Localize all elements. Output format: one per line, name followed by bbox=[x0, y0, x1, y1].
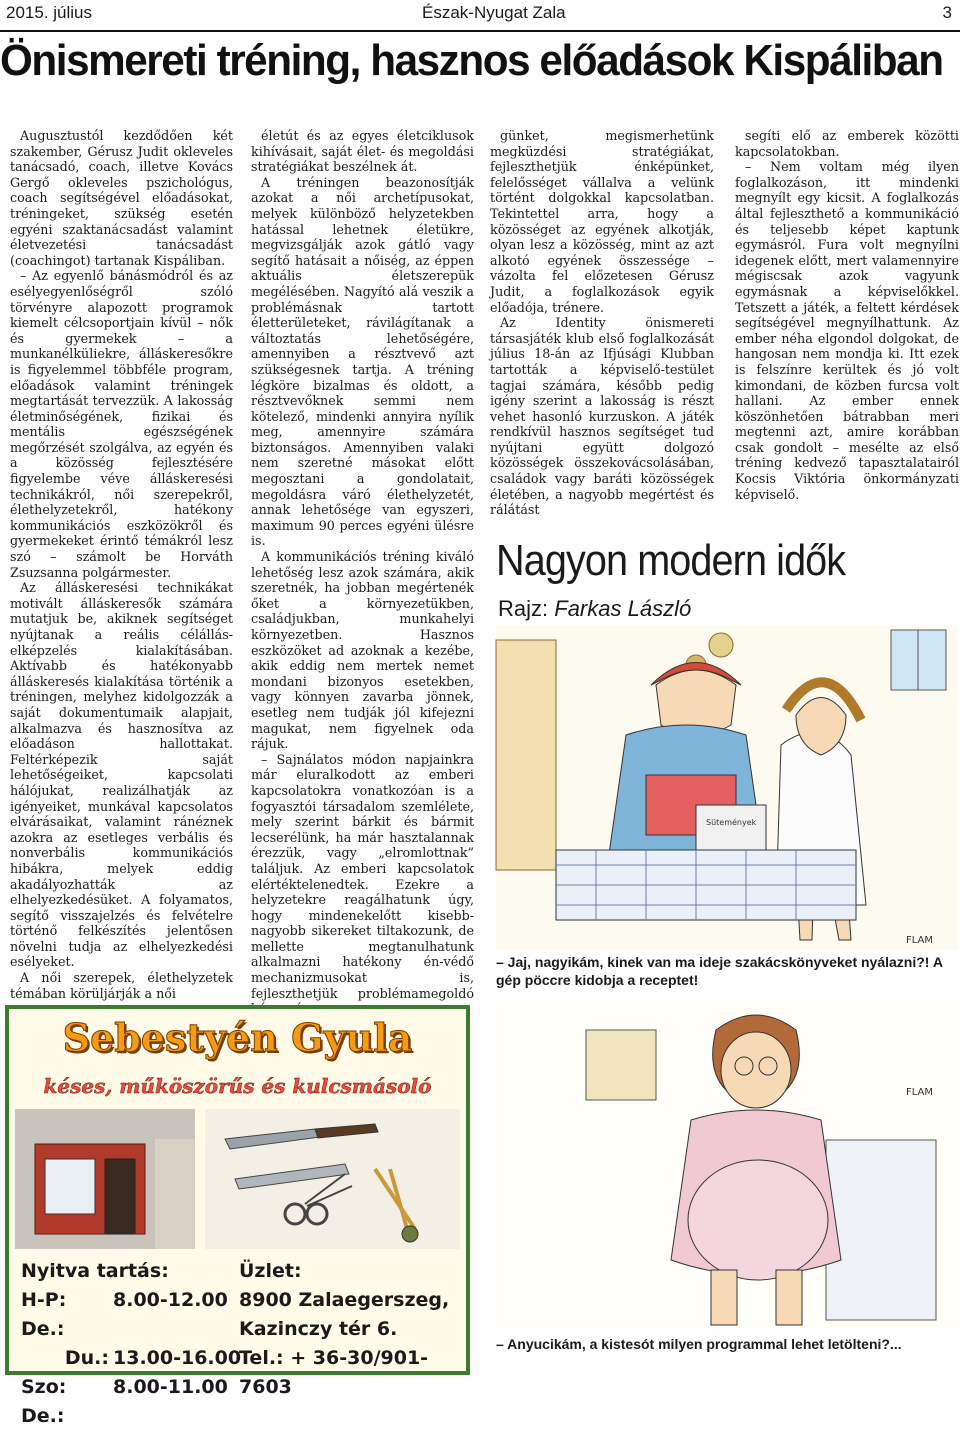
article-paragraph: – Az egyenlő bánásmódról és az esélyegyenlőségről szóló törvényre alapozott programok kiemelt célcsoportjain kívül – nők és gyermekek – a munkanélküliekre, álláskeresőkre is figyelemmel többféle program, előadások valamint tréningek megtartását tervezzük. A lakosság életminőségének, fizikai és mentális egészségének megőrzését szolgálva, az egyén és a közösség fejlesztésére figyelembe véve álláskeresési technikákról, női szerepekről, élethelyzetekről, hatékony kommunikációs eszközökről és gyermekeket érintő témákról lesz szó – számolt be Horváth Zsuzsanna polgármester. bbox=[10, 268, 233, 580]
hours-label: Du.: bbox=[64, 1347, 109, 1369]
article-paragraph: A női szerepek, élethelyzetek témában körüljárják a női bbox=[10, 970, 233, 1001]
shop-address bbox=[239, 1257, 466, 1402]
newspaper-name: Észak-Nyugat Zala bbox=[422, 3, 566, 22]
cartoon-signature: FLAM bbox=[906, 1087, 934, 1098]
hours-row bbox=[21, 1344, 241, 1373]
shop-photo bbox=[15, 1109, 195, 1249]
article-paragraph: Az Identity önismereti társasjáték klub első foglalkozását július 18-án az Ifjúsági Klubban tartották a képviselő-testület tagjai számára, később pedig igény szerint a lakosság is részt vehet hasonló kurzuskon. A játék rendkívül hasznos segítséget tud nyújtani együtt dolgozó közösségek összekovácsolásában, családok vagy baráti közösségek életében, a nagyobb megértést és rálátást bbox=[490, 315, 714, 518]
article-paragraph: – Sajnálatos módon napjainkra már eluralkodott az emberi kapcsolatokra vonatkozóan is a fogyasztói társadalom szemlélete, mely szerint bárkit és bármit lecserélünk, ha már hasztalannak érezzük, vagy „elromlottnak” találjuk. Az emberi kapcsolatok elértéktelenedtek. Ezekre a helyzetekre reagálhatunk úgy, hogy mindenekelőtt kisebb-nagyobb sikereket tiltakozunk, de mellette megtanulhatunk alkalmazni hatékony én-védő mechanizmusokat is, fejleszthetjük problémamegoldó bbox=[251, 751, 474, 1001]
cartoon-panel-kitchen bbox=[496, 625, 958, 950]
article-paragraph: A tréningen beazonosítják azokat a női archetípusokat, melyek különböző helyzetekben hatással lehetnek életükre, megvizsgálják azok gátló vagy segítő hatásait a nőiség, az éppen aktuális életszerepük megélésében. Nagyító alá veszik a problémásnak tartott életterületeket, rávilágítanak a változtatás lehetőségére, amennyiben a résztvevő azt szükségesnek tartja. A tréning légköre bizalmas és oldott, a résztvevőknek semmi nem kötelező, mindenki annyira nyílik meg, amennyire számára biztonságos. Amennyiben valaki nem szeretné másokat előtt megosztani a gondolatait, megoldásra váró élethelyzetét, annak lehetősége van egyszeri, maximum 90 perces egyéni ülésre is. bbox=[251, 174, 474, 549]
cartoon-panel-pregnant bbox=[496, 1000, 958, 1330]
page-number: 3 bbox=[942, 3, 952, 22]
article-paragraph: – Nem voltam még ilyen foglalkozáson, itt mindenki megnyílt egy kicsit. A foglalkozás által fejleszthető a kommunikáció és teljesebb képet kaptunk egymásról. Fura volt megnyílni idegenek előtt, mert valamennyire mégiscsak azok vagyunk egymásnak a képviselőkkel. Tetszett a játék, a feltett kérdések segítségével megnyílhattunk. Az ember néha elgondol dolgokat, de hangosan nem mondja ki. Itt ezek is felszínre kerültek és jó volt kimondani, de közben furcsa volt hallani. Az ember ennek köszönhetően bátrabban meri megtenni azt, amire korábban csak gondolt – mesélte az első tréning kedvező tapasztalatairól Kocsis Viktória önkormányzati képviselő. bbox=[735, 159, 959, 502]
article-column-3 bbox=[490, 128, 714, 518]
article-paragraph: A kommunikációs tréning kiváló lehetőség lesz azok számára, akik szeretnék, ha jobban megértenék őket a környezetükben, családjukban, munkahelyi környezetben. Hasznos eszközöket ad azoknak a kezébe, akik eddig nem mertek nemet mondani bizonyos esetekben, vagy könnyen zavarba jönnek, esetleg nem tudják jól kifejezni magukat, nem figyelnek oda rájuk. bbox=[251, 549, 474, 752]
article-paragraph: Az álláskeresési technikákat motivált álláskeresők számára mutatjuk be, akiknek segítséget nyújtanak a reális célállás-elképzelés kialakításában. Aktívabb és hatékonyabb álláskeresés kialakítása történik a tréningen, melyhez kidolgozzák a saját dokumentumaik alapjait, alkalmazva és hasznosítva az előadáson hallottakat. Feltérképezik saját lehetőségeiket, kapcsolati hálójukat, realizálhatják az igényeiket, munkával kapcsolatos elvárásaikat, valamint ránéznek azokra az esetleges verbális és nonverbális kommunikációs hibákra, melyek eddig akadályozhatták az elhelyezkedésüket. A folyamatos, segítő visszajelzés és felvételre történő felkészítés jelentősen növelni tudja az elhelyezkedési esélyeket. bbox=[10, 580, 233, 970]
article-paragraph: günket, megismerhetünk megküzdési stratégiákat, fejleszthetjük énképünket, felelősséget vállalva a velünk történt dolgokkal kapcsolatban. Tekintettel arra, hogy a közösséget az egyének alkotják, olyan lesz a közösség, mint az azt alkotó egyének összessége – vázolta fel előzetesen Gérusz Judit, a foglalkozások egyik előadója, trénere. bbox=[490, 128, 714, 315]
cartoon-caption-2: – Anyucikám, a kistesót milyen programmal lehet letölteni?... bbox=[496, 1336, 902, 1352]
issue-date: 2015. július bbox=[6, 3, 93, 22]
hours-label: H-P: De.: bbox=[21, 1289, 67, 1340]
hours-value: 13.00-16.00 bbox=[113, 1347, 242, 1369]
address-line-2: Kazinczy tér 6. bbox=[239, 1318, 398, 1340]
article-paragraph: segíti elő az emberek közötti kapcsolatokban. bbox=[735, 128, 959, 159]
phone-number: Tel.: + 36-30/901-7603 bbox=[239, 1347, 429, 1398]
article-paragraph: életút és az egyes életciklusok kihívásait, saját élet- és megoldási stratégiákat beszélnek át. bbox=[251, 128, 474, 175]
cartoon-caption-1: – Jaj, nagyikám, kinek van ma ideje szakácskönyveket nyálazni?! A gép pöccre kidobja a receptet! bbox=[496, 954, 943, 988]
article-column-4 bbox=[735, 128, 959, 518]
hours-row bbox=[21, 1286, 241, 1344]
cartoonist-name: Farkas László bbox=[554, 596, 692, 621]
article-paragraph: Augusztustól kezdődően két szakember, Gérusz Judit okleveles tanácsadó, coach, illetve Kovács Gergő okleveles pszichológus, coach segítségével előadásokat, tréningeket, szükség esetén egyéni szaktanácsadást valamint életvezetési tanácsadást (coachingot) tartanak Kispáliban. bbox=[10, 128, 233, 268]
hours-row bbox=[21, 1373, 241, 1431]
header-rule bbox=[0, 30, 960, 32]
credit-label: Rajz: bbox=[498, 596, 549, 621]
tools-photo bbox=[205, 1109, 460, 1249]
hours-label: Szo: De.: bbox=[21, 1376, 67, 1427]
article-column-1 bbox=[10, 128, 233, 1001]
page-header bbox=[0, 0, 960, 30]
hours-title: Nyitva tartás: bbox=[21, 1260, 169, 1282]
cartoon-signature: FLAM bbox=[906, 935, 934, 946]
hours-value: 8.00-12.00 bbox=[113, 1289, 228, 1311]
article-column-2 bbox=[251, 128, 474, 1001]
cartoon-title: Nagyon modern idők bbox=[496, 536, 846, 585]
advertisement bbox=[5, 1005, 470, 1427]
hours-value: 8.00-11.00 bbox=[113, 1376, 228, 1398]
shop-title: Üzlet: bbox=[239, 1260, 302, 1282]
article-headline: Önismereti tréning, hasznos előadások Kispáliban bbox=[0, 36, 943, 85]
ad-business-name: Sebestyén Gyula bbox=[62, 1015, 413, 1060]
address-line-1: 8900 Zalaegerszeg, bbox=[239, 1289, 450, 1311]
book-text: Sütemények bbox=[706, 818, 757, 827]
ad-subtitle: késes, műköszörűs és kulcsmásoló bbox=[43, 1074, 432, 1098]
cartoon-credit bbox=[498, 596, 691, 622]
opening-hours bbox=[21, 1257, 241, 1431]
